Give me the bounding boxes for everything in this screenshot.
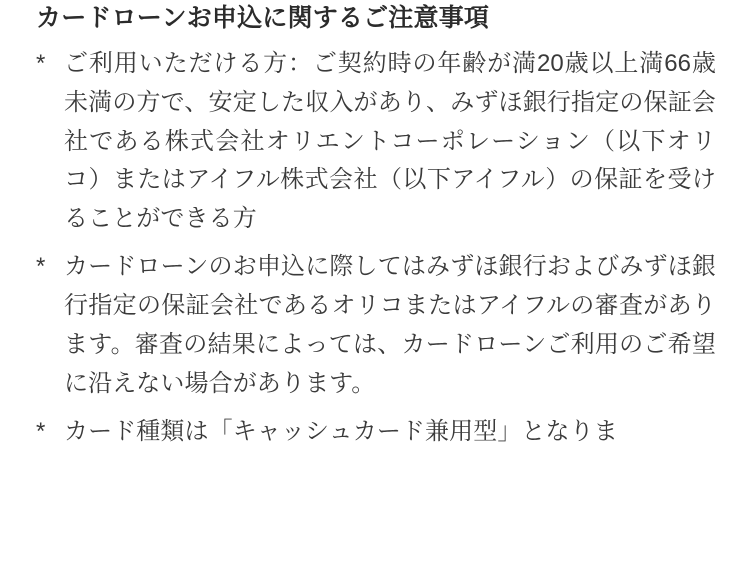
bullet-marker-icon: * [36,417,46,445]
list-item-text: カードローンのお申込に際してはみずほ銀行およびみずほ銀行指定の保証会社であるオリコまたはアイフルの審査があります。審査の結果によっては、カードローンご利用のご希望に沿えない場合があります。 [64,253,716,397]
notice-list [36,45,716,452]
bullet-marker-icon: * [36,49,46,77]
bullet-marker-icon: * [36,253,46,281]
list-item-text: ご利用いただける方：ご契約時の年齢が満20歳以上満66歳未満の方で、安定した収入があり、みずほ銀行指定の保証会社である株式会社オリエントコーポレーション（以下オリコ）またはアイフル株式会社（以下アイフル）の保証を受けることができる方 [64,49,716,233]
list-item [36,45,716,239]
list-item [36,248,716,404]
page-title: カードローンお申込に関するご注意事項 [36,4,490,32]
list-item-text: カード種類は「キャッシュカード兼用型」となりま [64,417,618,445]
list-item [36,413,716,452]
